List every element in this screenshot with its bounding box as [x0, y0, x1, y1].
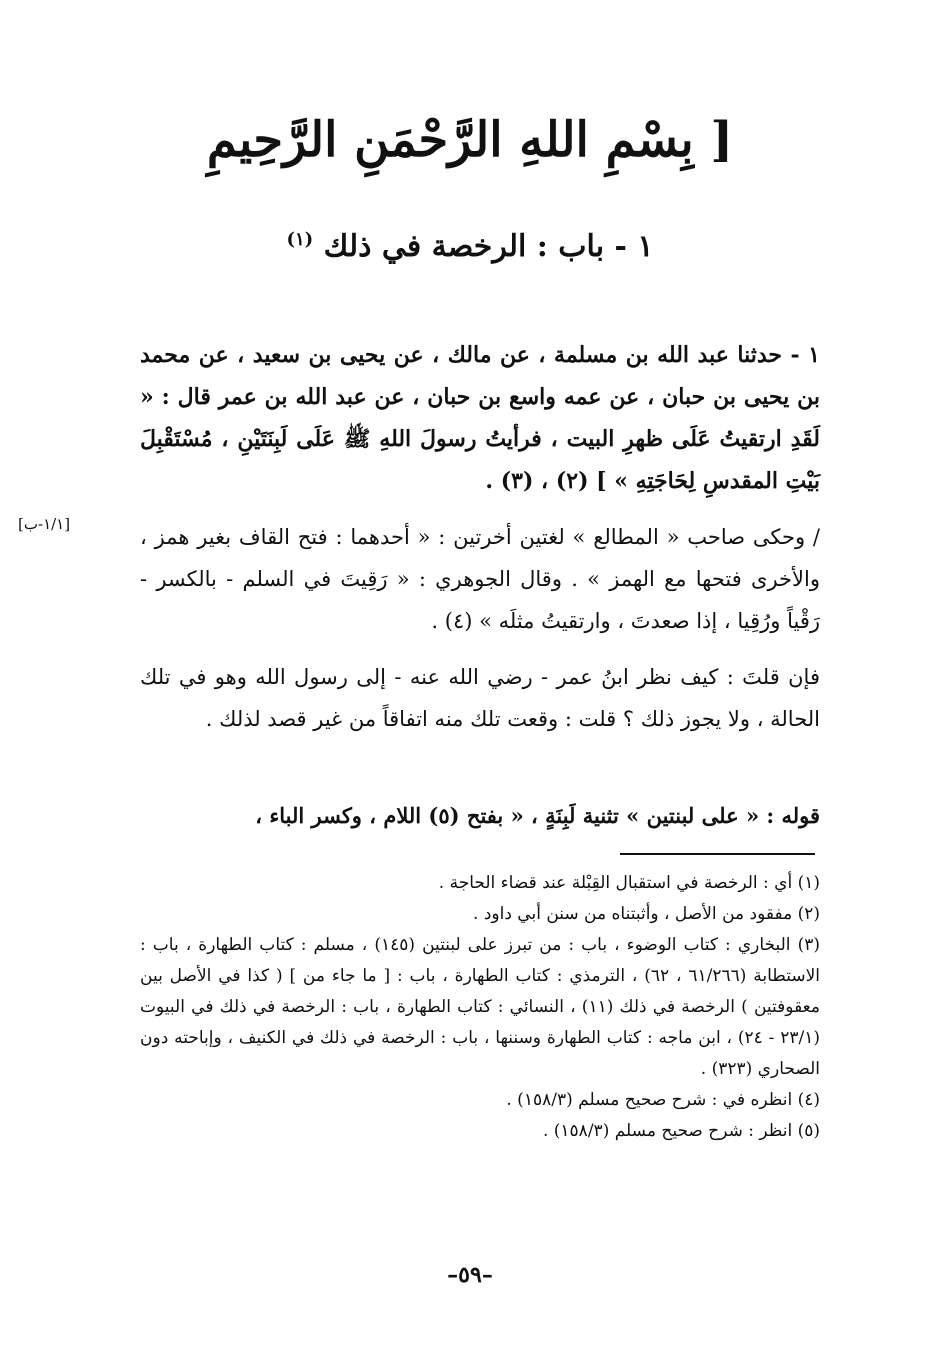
commentary-text: قوله : « على لبنتين » تثنية لَبِنَةٍ ، « بفتح (٥) اللام ، وكسر الباء ،	[255, 803, 820, 828]
footnote-item: (٤) انظره في : شرح صحيح مسلم (١٥٨/٣) .	[506, 1090, 820, 1110]
commentary-paragraph-2	[140, 656, 820, 740]
chapter-title-text: ١ - باب : الرخصة في ذلك	[323, 229, 654, 264]
footnote-separator	[620, 853, 815, 855]
hadith-block	[140, 334, 820, 502]
chapter-title	[150, 215, 790, 272]
commentary-text: / وحكى صاحب « المطالع » لغتين أخرتين : « أحدهما : فتح القاف بغير همز ، والأخرى فتحها مع الهمز » . وقال الجوهري : « رَقِيتَ في السلم - بالكسر - رَقْياً ورُقِيا ، إذا صعدتَ ، وارتقيتُ مثلَه » (٤) .	[140, 525, 820, 633]
chapter-footnote-ref: (١)	[286, 229, 314, 250]
commentary-paragraph-3	[140, 795, 820, 837]
footnote-item: (٢) مفقود من الأصل ، وأثبتناه من سنن أبي داود .	[473, 904, 820, 924]
footnote-item: (١) أي : الرخصة في استقبال القِبْلة عند قضاء الحاجة .	[438, 873, 820, 893]
footnotes	[140, 868, 820, 1147]
page-number: –٥٩–	[447, 1262, 493, 1288]
basmala-heading: [ بِسْمِ اللهِ الرَّحْمَنِ الرَّحِيمِ	[206, 112, 734, 168]
footnote-item: (٥) انظر : شرح صحيح مسلم (١٥٨/٣) .	[542, 1121, 820, 1141]
commentary-text: فإن قلتَ : كيف نظر ابنُ عمر - رضي الله عنه - إلى رسول الله وهو في تلك الحالة ، ولا يجوز ذلك ؟ قلت : وقعت تلك منه اتفاقاً من غير قصد لذلك .	[140, 665, 820, 731]
hadith-text: ١ - حدثنا عبد الله بن مسلمة ، عن مالك ، عن يحيى بن سعيد ، عن محمد بن يحيى بن حبان ، عن عمه واسع بن حبان ، عن عبد الله بن عمر قال : « لَقَدِ ارتقيتُ عَلَى ظهرِ البيت ، فرأيتُ رسولَ اللهِ ﷺ عَلَى لَبِنَتَيْنِ ، مُسْتَقْبِلَ بَيْتِ المقدسِ لِحَاجَتِهِ » ] (٢) ، (٣) .	[140, 342, 820, 494]
commentary-paragraph-1	[140, 516, 820, 642]
footnote-item: (٣) البخاري : كتاب الوضوء ، باب : من تبرز على لبنتين (١٤٥) ، مسلم : كتاب الطهارة ، باب : الاستطابة (٦١/٢٦٦ ، ٦٢) ، الترمذي : كتاب الطهارة ، باب : [ ما جاء من ] ( كذا في الأصل بين معقوفتين ) الرخصة في ذلك (١١) ، النسائي : كتاب الطهارة ، باب : الرخصة في ذلك في البيوت (٢٣/١ - ٢٤) ، ابن ماجه : كتاب الطهارة وسننها ، باب : الرخصة في ذلك في الكنيف ، وإباحته دون الصحاري (٣٢٣) .	[140, 935, 820, 1079]
marginal-manuscript-ref: [١/١-ب]	[18, 515, 71, 533]
